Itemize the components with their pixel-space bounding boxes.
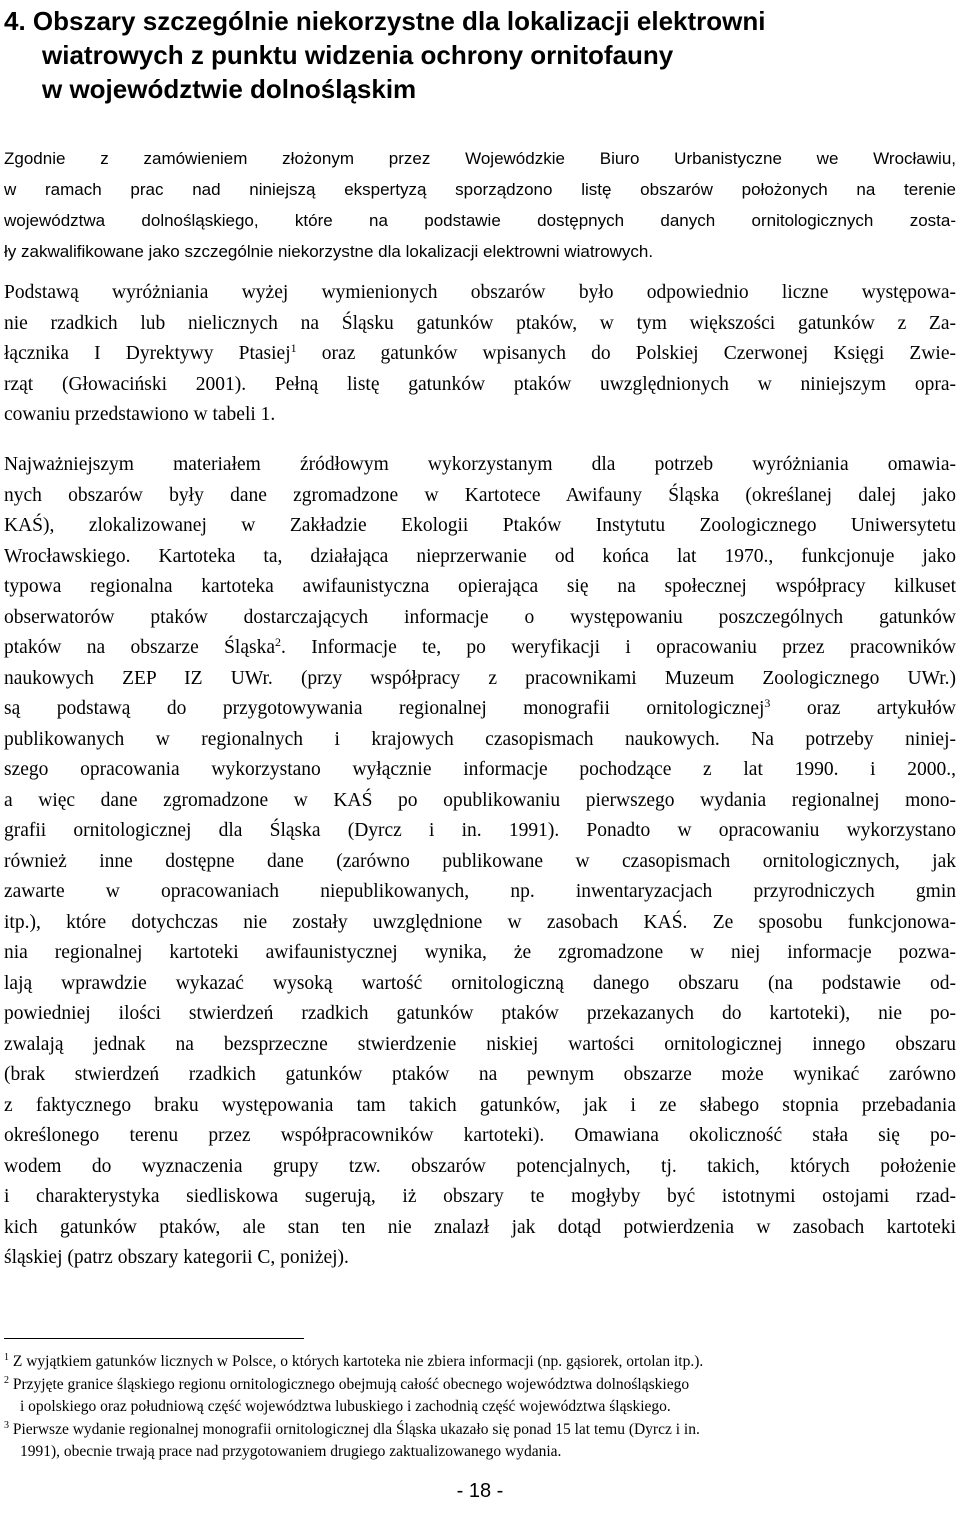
footnote-mark: 3: [4, 1419, 9, 1431]
footnote-1: [4, 1351, 956, 1374]
text-line: publikowanych w regionalnych i krajowych czasopismach naukowych. Na potrzeby niniej-: [4, 728, 956, 750]
page-number: - 18 -: [456, 1480, 504, 1502]
text-line: szego opracowania wykorzystano wyłącznie informacje pochodzące z lat 1990. i 2000.,: [4, 759, 956, 780]
text-line: (brak stwierdzeń rzadkich gatunków ptaków na pewnym obszarze może wynikać zarówno: [4, 1064, 956, 1085]
text-line: lają wprawdzie wykazać wysoką wartość ornitologiczną danego obszaru (na podstawie od-: [4, 972, 956, 994]
text-line: Wrocławskiego. Kartoteka ta, działająca nieprzerwanie od końca lat 1970., funkcjonuje jako: [4, 545, 956, 567]
text-line: rząt (Głowaciński 2001). Pełną listę gatunków ptaków uwzględnionych w niniejszym opra-: [4, 373, 956, 395]
footnote-mark: 1: [4, 1352, 9, 1363]
text-line: ły zakwalifikowane jako szczególnie niekorzystne dla lokalizacji elektrowni wiatrowych.: [4, 242, 654, 261]
text-fragment: ptaków na obszarze Śląska: [4, 637, 275, 658]
text-line: śląskiej (patrz obszary kategorii C, poniżej).: [4, 1247, 349, 1268]
footnote-text: Pierwsze wydanie regionalnej monografii ornitologicznej dla Śląska ukazało się ponad 15 lat temu (Dyrcz i in.: [9, 1420, 700, 1438]
footnote-mark: 2: [4, 1374, 9, 1386]
text-line: grafii ornitologicznej dla Śląska (Dyrcz i in. 1991). Ponadto w opracowaniu wykorzystano: [4, 820, 956, 841]
text-line: w ramach prac nad niniejszą ekspertyzą sporządzono listę obszarów położonych na terenie: [4, 180, 956, 199]
footnote-text: Przyjęte granice śląskiego regionu ornitologicznego obejmują całość obecnego województwa dolnośląskiego: [9, 1375, 690, 1393]
text-line: [4, 694, 956, 725]
text-line: obserwatorów ptaków dostarczających informacje o występowaniu poszczególnych gatunków: [4, 606, 956, 628]
section-heading: [4, 4, 944, 106]
footnote-text: i opolskiego oraz południową część województwa lubuskiego i zachodnią część województwa śląskiego.: [20, 1398, 671, 1415]
text-line: Zgodnie z zamówieniem złożonym przez Wojewódzkie Biuro Urbanistyczne we Wrocławiu,: [4, 149, 956, 168]
heading-line: w województwie dolnośląskim: [42, 74, 417, 104]
footnote-ref[interactable]: 1: [290, 341, 297, 355]
text-line: [4, 339, 956, 370]
text-line: powiedniej ilości stwierdzeń rzadkich gatunków ptaków przekazanych do kartoteki), nie po-: [4, 1003, 956, 1024]
footnote-3: [4, 1419, 956, 1464]
text-fragment: oraz artykułów: [770, 698, 956, 719]
text-fragment: . Informacje te, po weryfikacji i opracowaniu przez pracowników: [281, 637, 956, 658]
text-fragment: są podstawą do przygotowywania regionalnej monografii ornitologicznej: [4, 698, 765, 719]
text-fragment: oraz gatunków wpisanych do Polskiej Czerwonej Księgi Zwie-: [296, 343, 956, 364]
text-line: nie rzadkich lub nielicznych na Śląsku gatunków ptaków, w tym większości gatunków z Za-: [4, 312, 956, 334]
criteria-paragraph: [4, 278, 956, 431]
text-line: nych obszarów były dane zgromadzone w Kartotece Awifauny Śląska (określanej dalej jako: [4, 484, 956, 506]
footnote-text: Z wyjątkiem gatunków licznych w Polsce, o których kartoteka nie zbiera informacji (np. gąsiorek, ortolan itp.).: [9, 1353, 704, 1370]
text-line: nia regionalnej kartoteki awifaunistycznej wynika, że zgromadzone w niej informacje pozwa-: [4, 942, 956, 963]
text-line: i charakterystyka siedliskowa sugerują, iż obszary te mogłyby być istotnymi ostojami rzad-: [4, 1186, 956, 1207]
footnote-divider: [4, 1338, 304, 1339]
footnote-ref[interactable]: 2: [275, 635, 281, 649]
text-line: KAŚ), zlokalizowanej w Zakładzie Ekologii Ptaków Instytutu Zoologicznego Uniwersytetu: [4, 515, 956, 536]
text-line: zwalają jednak na bezsprzeczne stwierdzenie niskiej wartości ornitologicznej innego obszaru: [4, 1033, 956, 1055]
text-line: województwa dolnośląskiego, które na podstawie dostępnych danych ornitologicznych zosta-: [4, 211, 956, 230]
text-line: a więc dane zgromadzone w KAŚ po opublikowaniu pierwszego wydania regionalnej mono-: [4, 789, 956, 811]
footnote-text: 1991), obecnie trwają prace nad przygotowaniem drugiego zaktualizowanego wydania.: [20, 1443, 562, 1460]
text-line: naukowych ZEP IZ UWr. (przy współpracy z pracownikami Muzeum Zoologicznego UWr.): [4, 667, 956, 689]
text-line: również inne dostępne dane (zarówno publikowane w czasopismach ornitologicznych, jak: [4, 850, 956, 872]
text-line: z faktycznego braku występowania tam takich gatunków, jak i ze słabego stopnia przebadania: [4, 1094, 956, 1116]
heading-line: wiatrowych z punktu widzenia ochrony ornitofauny: [42, 40, 674, 70]
footnotes: [4, 1351, 956, 1464]
text-line: wodem do wyznaczenia grupy tzw. obszarów potencjalnych, tj. takich, których położenie: [4, 1155, 956, 1177]
footnote-ref[interactable]: 3: [764, 696, 771, 710]
text-fragment: łącznika I Dyrektywy Ptasiej: [4, 343, 291, 364]
intro-paragraph: [4, 143, 956, 267]
sources-paragraph: [4, 450, 956, 1274]
heading-line: 4. Obszary szczególnie niekorzystne dla lokalizacji elektrowni: [4, 6, 766, 36]
text-line: zawarte w opracowaniach niepublikowanych, np. inwentaryzacjach przyrodniczych gmin: [4, 881, 956, 902]
text-line: kich gatunków ptaków, ale stan ten nie znalazł jak dotąd potwierdzenia w zasobach kartoteki: [4, 1216, 956, 1238]
text-line: typowa regionalna kartoteka awifaunistyczna opierająca się na społecznej współpracy kilkuset: [4, 576, 956, 597]
text-line: itp.), które dotychczas nie zostały uwzględnione w zasobach KAŚ. Ze sposobu funkcjonowa-: [4, 911, 956, 933]
text-line: Podstawą wyróżniania wyżej wymienionych obszarów było odpowiednio liczne występowa-: [4, 282, 956, 303]
footnote-2: [4, 1374, 956, 1419]
text-line: Najważniejszym materiałem źródłowym wykorzystanym dla potrzeb wyróżniania omawia-: [4, 454, 956, 475]
text-line: cowaniu przedstawiono w tabeli 1.: [4, 404, 276, 425]
text-line: określonego terenu przez współpracowników kartoteki). Omawiana okoliczność stała się po-: [4, 1125, 956, 1146]
text-line: [4, 633, 956, 664]
